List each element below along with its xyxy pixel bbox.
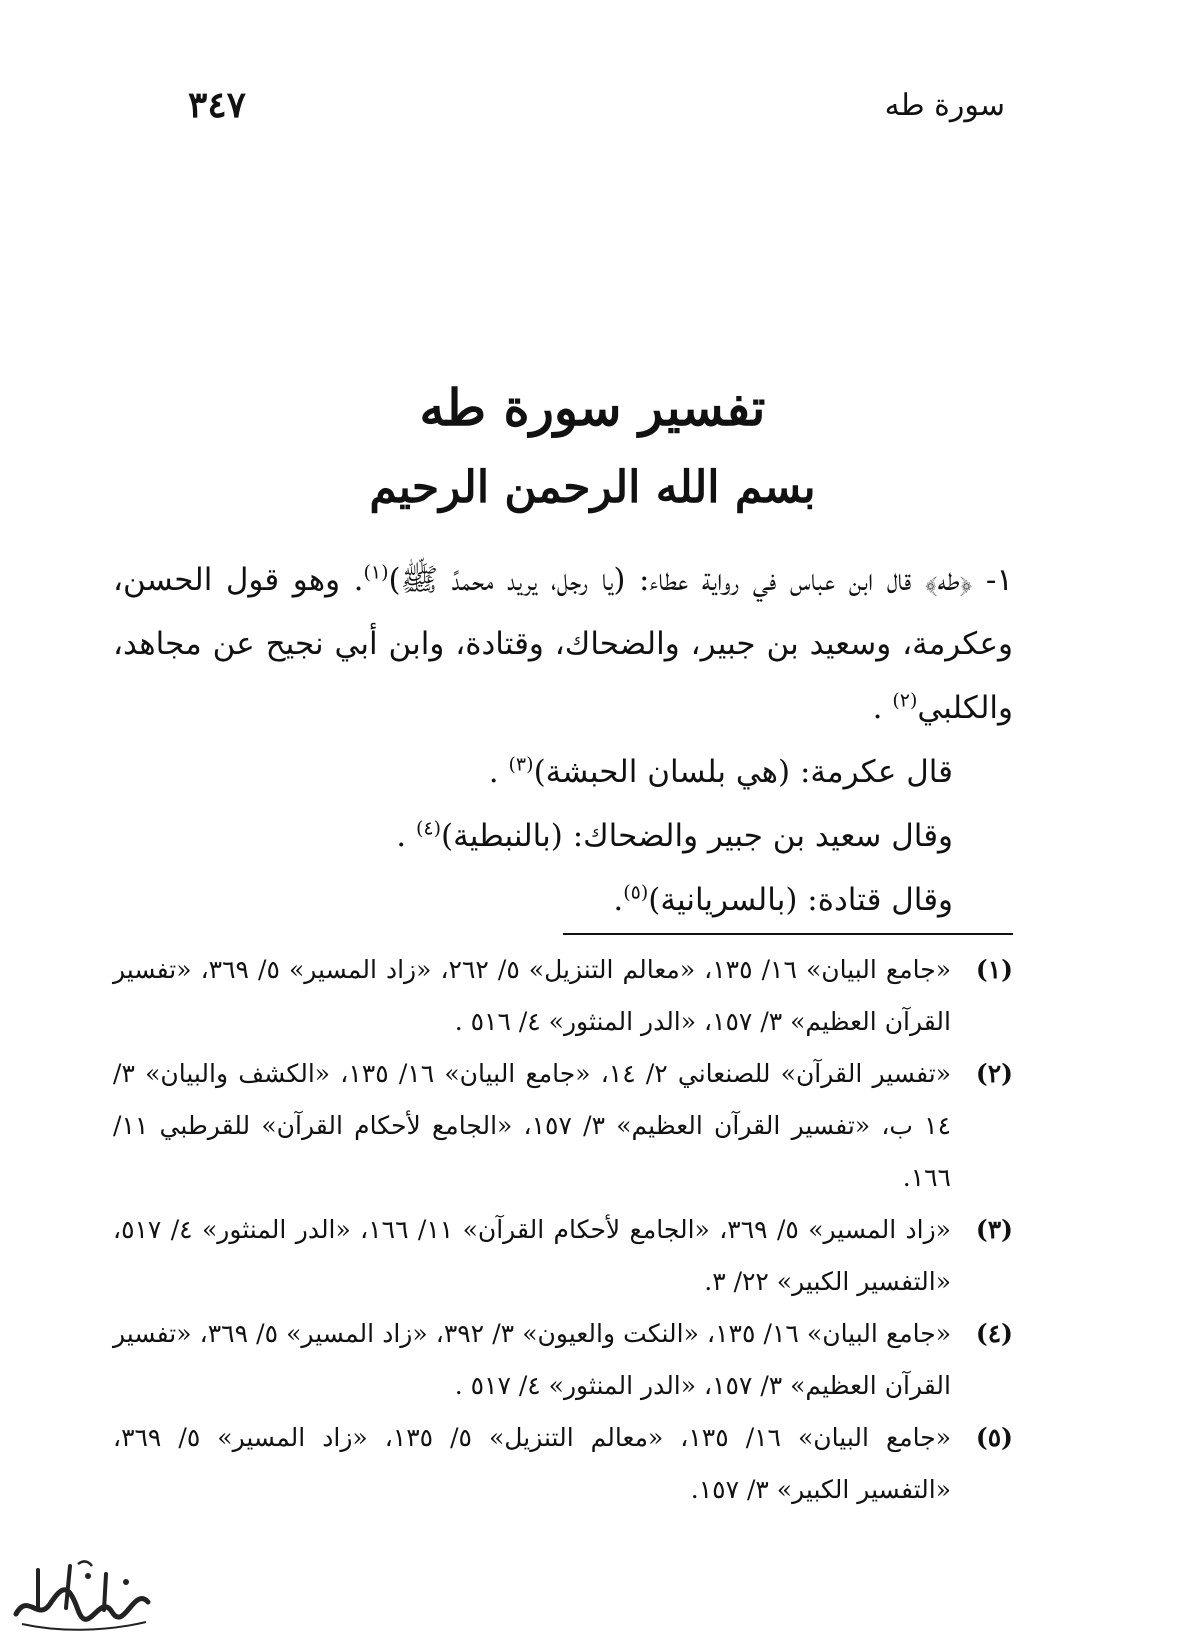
para4-text-b: . [613, 882, 624, 918]
footnote-text: «تفسير القرآن» للصنعاني ٢/ ١٤، «جامع البيان» ١٦/ ١٣٥، «الكشف والبيان» ٣/ ١٤ ب، «تفسير القرآن العظيم» ٣/ ١٥٧، «الجامع لأحكام القرآن» للقرطبي ١١/ ١٦٦. [113, 1059, 952, 1192]
para4-text-a: وقال قتادة: (بالسريانية) [648, 882, 953, 918]
watermark-logo [8, 1552, 158, 1638]
para2-text-b: . [488, 754, 509, 790]
footnote-ref-4: (٤) [415, 817, 442, 840]
footnote-number: (٥) [975, 1423, 1013, 1452]
footnote-number: (٣) [975, 1215, 1013, 1244]
footnote-3 [113, 1204, 1013, 1308]
footnote-ref-2: (٢) [892, 689, 918, 712]
footnote-divider [563, 933, 1013, 935]
para2-text-a: قال عكرمة: (هي بلسان الحبشة) [533, 754, 953, 790]
footnote-number: (٤) [975, 1319, 1013, 1348]
basmala: بسم الله الرحمن الرحيم [369, 462, 816, 513]
para1-text-a: ١- ﴿طه﴾ قال ابن عباس في رواية عطاء: (يا رجل، يريد محمدً ﷺ) [388, 562, 1013, 598]
footnote-text: «زاد المسير» ٥/ ٣٦٩، «الجامع لأحكام القرآن» ١١/ ١٦٦، «الدر المنثور» ٤/ ٥١٧، «التفسير الكبير» ٢٢/ ٣. [113, 1215, 951, 1296]
para3-text-a: وقال سعيد بن جبير والضحاك: (بالنبطية) [441, 818, 953, 854]
footnote-4 [113, 1308, 1013, 1412]
footnote-ref-5: (٥) [623, 881, 649, 904]
calligraphy-logo-icon [8, 1552, 158, 1638]
footnote-text: «جامع البيان» ١٦/ ١٣٥، «النكت والعيون» ٣/ ٣٩٢، «زاد المسير» ٥/ ٣٦٩، «تفسير القرآن العظيم» ٣/ ١٥٧، «الدر المنثور» ٤/ ٥١٧ . [113, 1319, 952, 1400]
footnote-5 [113, 1412, 1013, 1516]
main-text [113, 548, 1013, 932]
footnote-text: «جامع البيان» ١٦/ ١٣٥، «معالم التنزيل» ٥/ ٢٦٢، «زاد المسير» ٥/ ٣٦٩، «تفسير القرآن العظيم» ٣/ ١٥٧، «الدر المنثور» ٤/ ٥١٦ . [113, 955, 951, 1036]
para3-text-b: . [396, 818, 416, 854]
para1-text-c: . [872, 690, 893, 726]
para1-text-b: . وهو قول الحسن، وعكرمة، وسعيد بن جبير، والضحاك، وقتادة، وابن أبي نجيح عن مجاهد، والكلبي [113, 562, 1013, 726]
surah-title: تفسير سورة طه [419, 378, 766, 437]
footnotes [113, 944, 1013, 1516]
footnote-number: (١) [975, 955, 1013, 984]
running-head: سورة طه [884, 88, 1005, 123]
paragraph-2 [113, 740, 1013, 804]
footnote-number: (٢) [975, 1059, 1013, 1088]
paragraph-4 [113, 868, 1013, 932]
paragraph-1 [113, 548, 1013, 740]
page-number: ٣٤٧ [188, 84, 247, 126]
footnote-ref-3: (٣) [508, 753, 534, 776]
footnote-text: «جامع البيان» ١٦/ ١٣٥، «معالم التنزيل» ٥/ ١٣٥، «زاد المسير» ٥/ ٣٦٩، «التفسير الكبير» ٣/ ١٥٧. [113, 1423, 952, 1504]
footnote-1 [113, 944, 1013, 1048]
paragraph-3 [113, 804, 1013, 868]
footnote-ref-1: (١) [363, 561, 389, 584]
footnote-2 [113, 1048, 1013, 1204]
